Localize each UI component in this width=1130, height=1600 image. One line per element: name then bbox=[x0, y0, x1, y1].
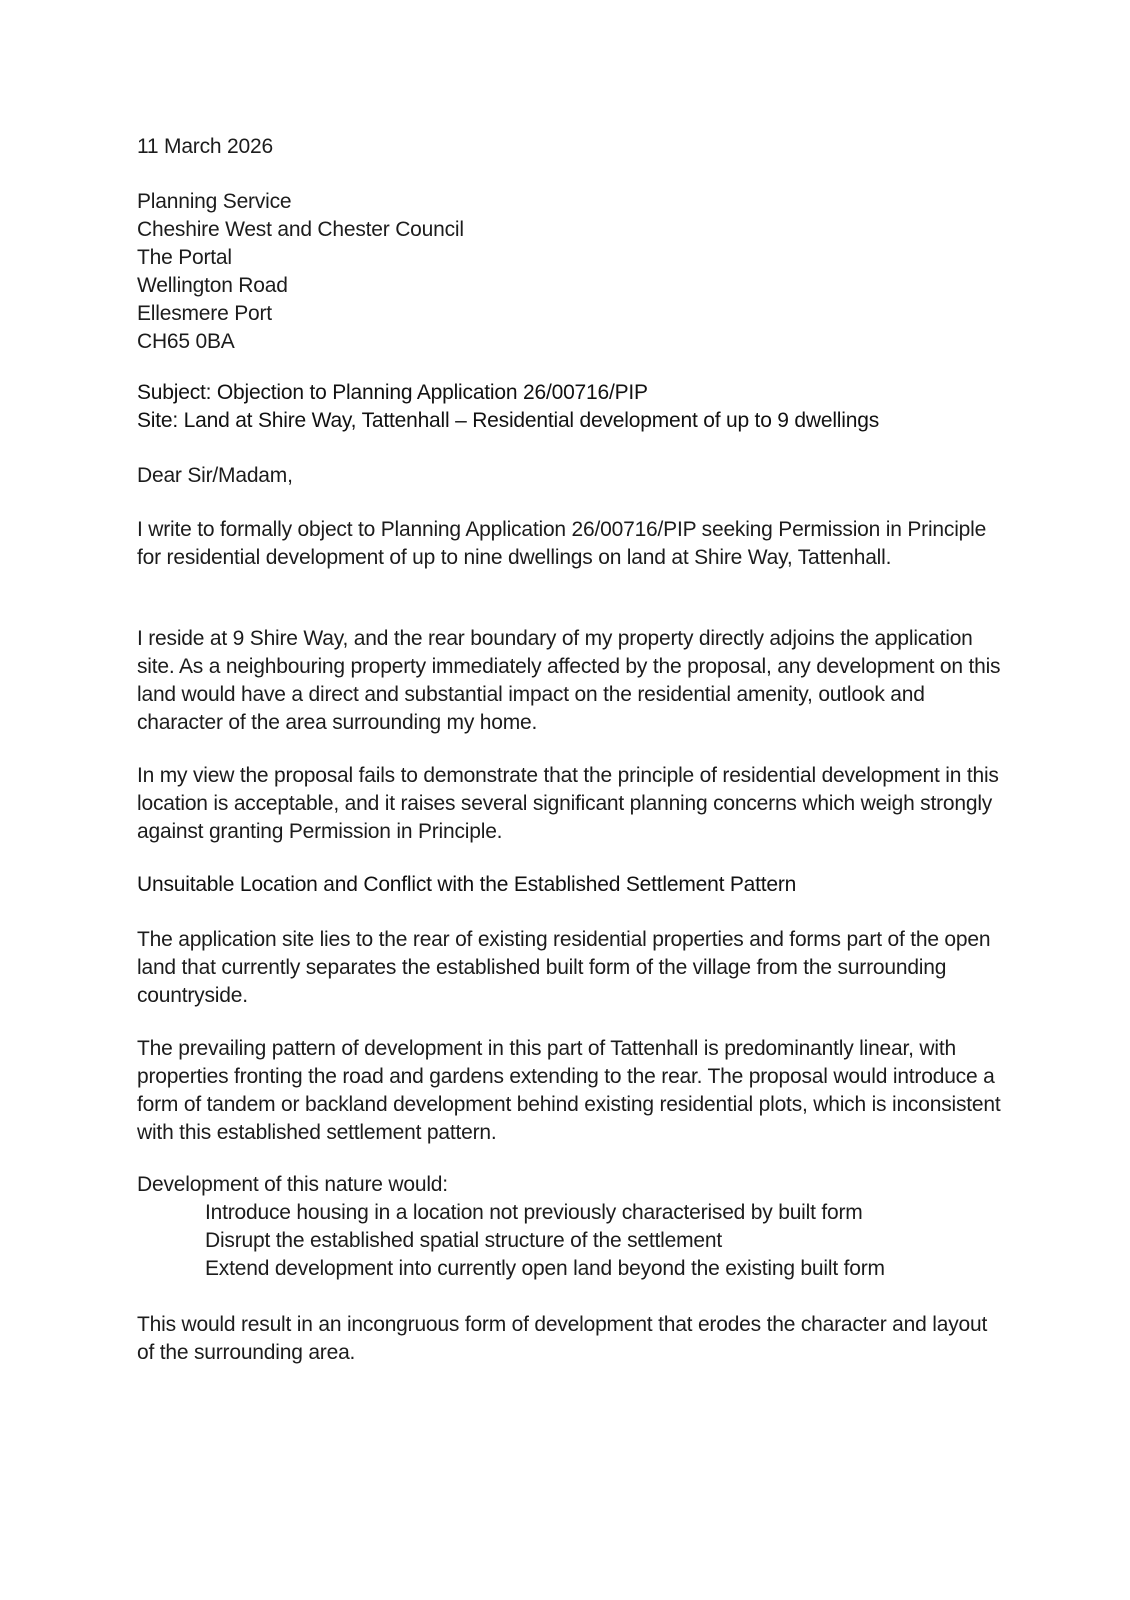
list-item: Disrupt the established spatial structure of the settlement bbox=[205, 1229, 722, 1252]
paragraph-site: The application site lies to the rear of existing residential properties and forms part of the open land that currently separates the established built form of the village from the surrounding countryside. bbox=[137, 928, 991, 1007]
recipient-line: CH65 0BA bbox=[137, 330, 235, 353]
site-line: Site: Land at Shire Way, Tattenhall – Residential development of up to 9 dwellings bbox=[137, 409, 879, 432]
recipient-address bbox=[137, 188, 1007, 356]
salutation: Dear Sir/Madam, bbox=[137, 464, 293, 487]
recipient-line: Cheshire West and Chester Council bbox=[137, 218, 464, 241]
paragraph-residence: I reside at 9 Shire Way, and the rear boundary of my property directly adjoins the application site. As a neighbouring property immediately affected by the proposal, any development on this land would have a direct and substantial impact on the residential amenity, outlook and character of the area surrounding my home. bbox=[137, 627, 1001, 734]
recipient-line: Wellington Road bbox=[137, 274, 288, 297]
section-heading: Unsuitable Location and Conflict with the Established Settlement Pattern bbox=[137, 873, 797, 896]
paragraph-objection: I write to formally object to Planning Application 26/00716/PIP seeking Permission in Principle for residential development of up to nine dwellings on land at Shire Way, Tattenhall. bbox=[137, 518, 987, 569]
paragraph-pattern: The prevailing pattern of development in this part of Tattenhall is predominantly linear, with properties fronting the road and gardens extending to the rear. The proposal would introduce a form of tandem or backland development behind existing residential plots, which is inconsistent with this established settlement pattern. bbox=[137, 1037, 1001, 1144]
paragraph-view: In my view the proposal fails to demonstrate that the principle of residential development in this location is acceptable, and it raises several significant planning concerns which weigh strongly against granting Permission in Principle. bbox=[137, 764, 999, 843]
list-item: Extend development into currently open land beyond the existing built form bbox=[205, 1257, 885, 1280]
recipient-line: Ellesmere Port bbox=[137, 302, 272, 325]
recipient-line: The Portal bbox=[137, 246, 232, 269]
subject-block bbox=[137, 379, 1037, 435]
recipient-line: Planning Service bbox=[137, 190, 292, 213]
impact-list bbox=[205, 1199, 1025, 1283]
paragraph-closing: This would result in an incongruous form of development that erodes the character and layout of the surrounding area. bbox=[137, 1313, 988, 1364]
letter-date: 11 March 2026 bbox=[137, 135, 273, 158]
subject-line: Subject: Objection to Planning Application 26/00716/PIP bbox=[137, 381, 648, 404]
list-item: Introduce housing in a location not previously characterised by built form bbox=[205, 1201, 863, 1224]
list-intro: Development of this nature would: bbox=[137, 1173, 448, 1196]
